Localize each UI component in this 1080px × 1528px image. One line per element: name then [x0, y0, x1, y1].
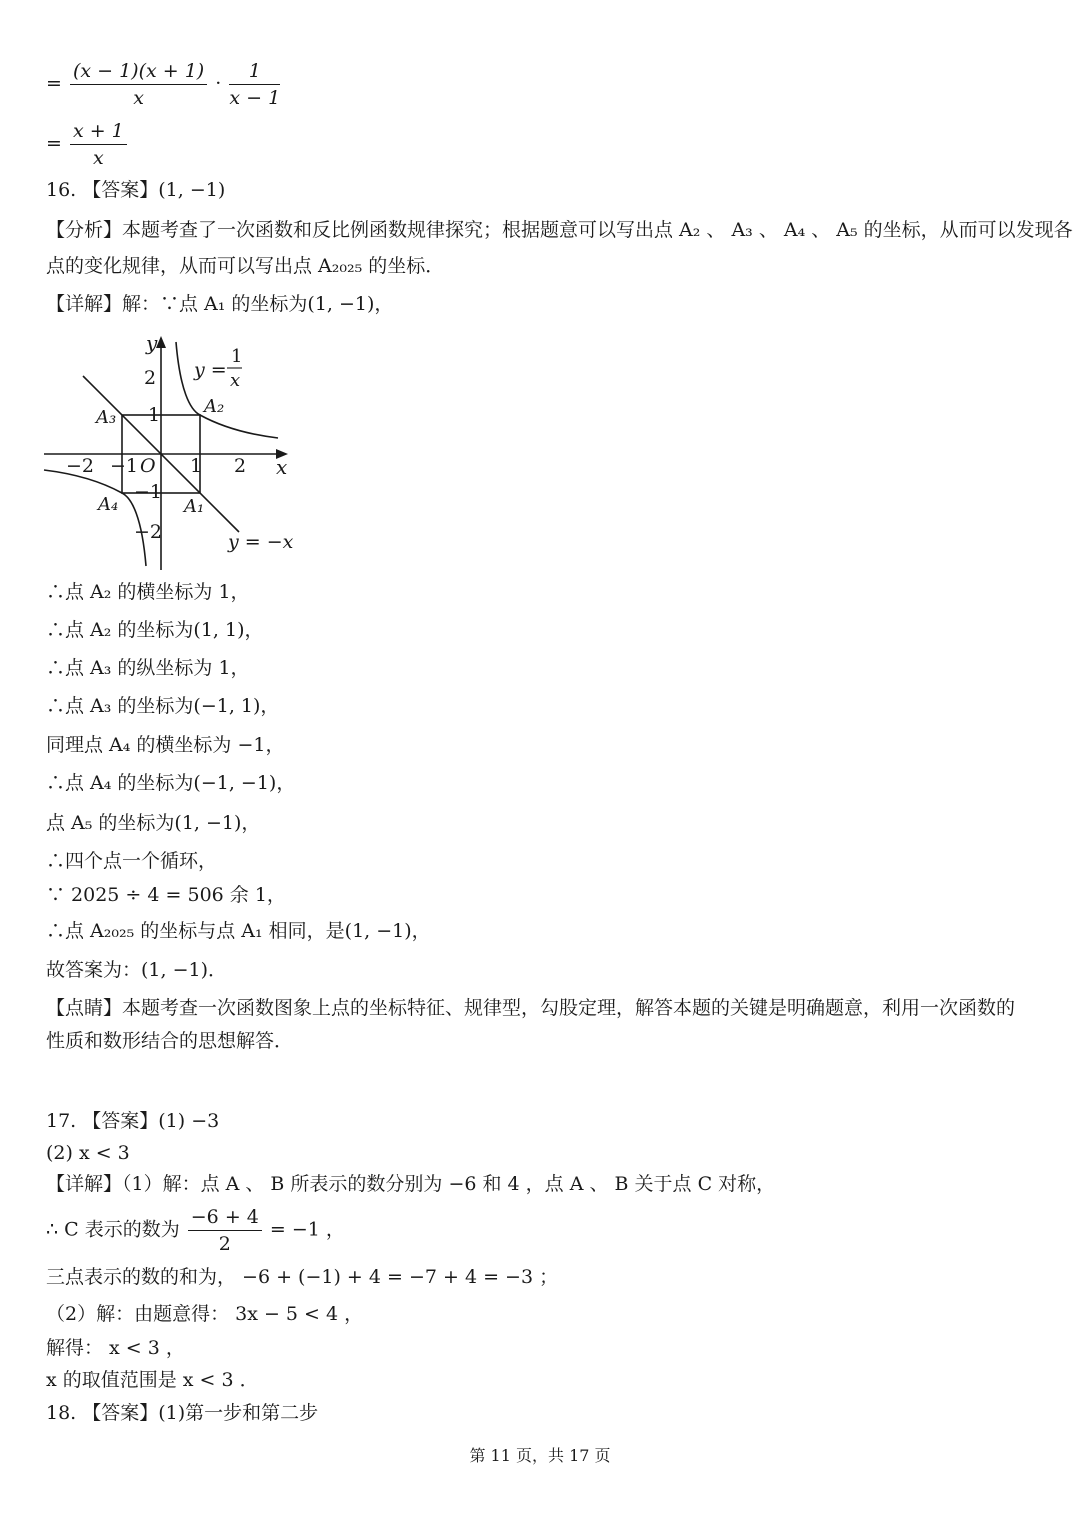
fraction: $\frac{1}{x - 1}$: [229, 60, 281, 109]
step-line: 故答案为：(1, −1)．: [46, 959, 228, 981]
q16-analysis-1: 【分析】本题考查了一次函数和反比例函数规律探究；根据题意可以写出点 A₂ 、 A₃ 、 A₄ 、 A₅ 的坐标，从而可以发现各: [46, 219, 1073, 241]
q17-detail-2: ∴ C 表示的数为 $\frac{-6 + 4}{2}$ = −1 ，: [46, 1206, 345, 1255]
q17-detail-3: 三点表示的数的和为， −6 + (−1) + 4 = −7 + 4 = −3 ；: [46, 1266, 559, 1288]
step-line: ∴点 A₂₀₂₅ 的坐标与点 A₁ 相同，是(1, −1)，: [46, 920, 431, 942]
fraction: $\frac{x + 1}{x}$: [70, 120, 127, 169]
q16-analysis-2: 点的变化规律，从而可以写出点 A₂₀₂₅ 的坐标．: [46, 255, 445, 277]
fraction: $\frac{-6 + 4}{2}$: [188, 1206, 262, 1255]
equation-line-1: = $\frac{(x - 1)(x + 1)}{x}$ · $\frac{1}{x - 1}$: [46, 60, 281, 109]
step-line: ∴点 A₃ 的坐标为(−1, 1)，: [46, 695, 280, 717]
step-line: ∴点 A₂ 的横坐标为 1，: [46, 581, 250, 603]
point-label-a3: A₃: [96, 407, 117, 428]
fraction: $\frac{(x - 1)(x + 1)}{x}$: [70, 60, 207, 109]
step-line: ∴点 A₄ 的坐标为(−1, −1)，: [46, 772, 296, 794]
q17-answer: 17. 【答案】(1) −3: [46, 1110, 220, 1132]
y-tick-label: −1: [134, 481, 163, 503]
q17-detail-5: 解得： x < 3 ，: [46, 1337, 185, 1359]
y-tick-label: −2: [134, 521, 163, 543]
q18-answer: 18. 【答案】(1)第一步和第二步: [46, 1402, 319, 1424]
curve-label-lhs: y =: [194, 359, 227, 381]
comment-line-2: 性质和数形结合的思想解答．: [46, 1030, 294, 1052]
step-line: ∴点 A₂ 的坐标为(1, 1)，: [46, 619, 264, 641]
equation-line-2: = $\frac{x + 1}{x}$: [46, 120, 129, 169]
coordinate-graph: [40, 330, 310, 575]
step-line: 同理点 A₄ 的横坐标为 −1，: [46, 734, 285, 756]
step-line: ∵ 2025 ÷ 4 = 506 余 1，: [46, 884, 286, 906]
y-tick-label: 1: [148, 404, 161, 426]
point-label-a2: A₂: [204, 396, 225, 417]
comment-line-1: 【点睛】本题考查一次函数图象上点的坐标特征、规律型，勾股定理，解答本题的关键是明确题意，利用一次函数的: [46, 997, 1016, 1019]
hyperbola-branch-q1: [176, 342, 278, 438]
q17-detail-4: （2）解：由题意得： 3x − 5 < 4 ，: [46, 1303, 364, 1325]
step-line: 点 A₅ 的坐标为(1, −1)，: [46, 812, 261, 834]
q17-answer-2: (2) x < 3: [46, 1142, 130, 1164]
line-label: y = −x: [228, 531, 294, 553]
x-tick-label: −2: [66, 455, 95, 477]
q16-answer: 16. 【答案】(1, −1): [46, 179, 226, 201]
page-footer: 第 11 页，共 17 页: [469, 1446, 611, 1465]
x-tick-label: 2: [234, 455, 247, 477]
q17-detail-6: x 的取值范围是 x < 3 ．: [46, 1369, 259, 1391]
point-label-a4: A₄: [98, 494, 119, 515]
x-axis-label: x: [276, 455, 288, 479]
step-line: ∴点 A₃ 的纵坐标为 1，: [46, 657, 250, 679]
x-tick-label: 1: [190, 455, 203, 477]
x-tick-label: −1: [110, 455, 139, 477]
step-line: ∴四个点一个循环，: [46, 850, 218, 872]
point-label-a1: A₁: [184, 496, 205, 517]
curve-label-den: x: [230, 370, 241, 391]
origin-label: O: [140, 455, 156, 477]
q16-detail: 【详解】解：∵点 A₁ 的坐标为(1, −1)，: [46, 293, 394, 315]
y-tick-label: 2: [144, 367, 157, 389]
q17-detail-1: 【详解】（1）解：点 A 、 B 所表示的数分别为 −6 和 4 ，点 A 、 B 关于点 C 对称，: [46, 1173, 776, 1195]
hyperbola-branch-q3: [44, 470, 146, 566]
y-axis-arrow: [156, 336, 166, 348]
curve-label-num: 1: [231, 346, 243, 367]
y-axis-label: y: [146, 331, 158, 355]
